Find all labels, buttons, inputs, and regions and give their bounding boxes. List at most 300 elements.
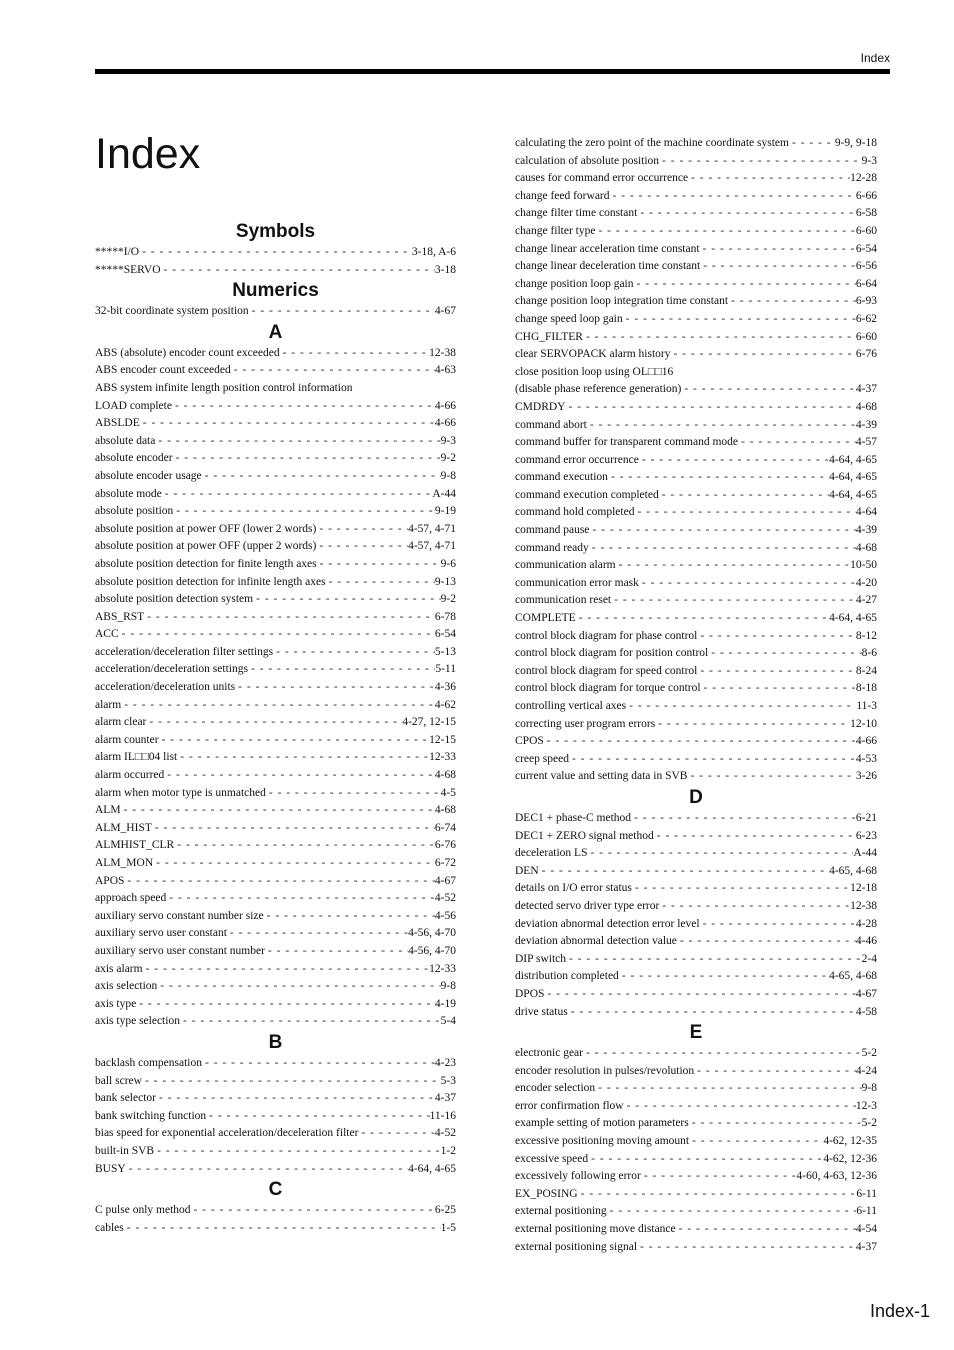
dot-leader [700, 258, 856, 276]
page-reference: 5-11 [435, 663, 456, 676]
page-reference: 9-3 [440, 434, 456, 447]
page-reference: 9-19 [434, 505, 456, 518]
index-term: alarm when motor type is unmatched [95, 786, 266, 799]
dot-leader [153, 855, 435, 873]
page-reference: 8-6 [861, 647, 877, 660]
index-term: ABS encoder count exceeded [95, 364, 231, 377]
page-reference: 6-54 [434, 628, 456, 641]
dot-leader [588, 1151, 823, 1169]
page-reference: 4-53 [855, 752, 877, 765]
index-term: ABSLDE [95, 417, 140, 430]
page-reference: 12-10 [850, 717, 877, 730]
page-reference: 6-21 [855, 811, 877, 824]
page-reference: 5-2 [861, 1117, 877, 1130]
index-term: DIP switch [515, 952, 567, 965]
index-term: absolute position detection system [95, 593, 254, 606]
index-term: calculating the zero point of the machine coordinate system [515, 137, 789, 149]
page-reference: 5-4 [440, 1015, 456, 1028]
page-reference: 4-23 [434, 1056, 456, 1069]
dot-leader [273, 644, 435, 662]
dot-leader [119, 626, 435, 644]
page-reference: 6-93 [855, 295, 877, 308]
index-term: approach speed [95, 892, 167, 905]
index-term: absolute position at power OFF (lower 2 words) [95, 522, 317, 535]
index-term: detected servo driver type error [515, 899, 660, 912]
page-reference: 12-28 [850, 172, 877, 185]
index-column-left [95, 220, 456, 1237]
index-entry [95, 697, 456, 715]
dot-leader [249, 303, 435, 321]
page-reference: 12-33 [429, 962, 456, 975]
index-entry [515, 487, 877, 505]
dot-leader [589, 522, 855, 540]
page-reference: 6-76 [855, 348, 877, 361]
index-entry [515, 293, 877, 311]
index-entry [95, 556, 456, 574]
page-reference: 6-60 [855, 224, 877, 237]
index-term: auxiliary servo constant number size [95, 909, 264, 922]
dot-leader [565, 399, 855, 417]
dot-leader [206, 1108, 429, 1126]
dot-leader [623, 311, 856, 329]
page-reference: 4-64, 4-65 [829, 612, 877, 625]
dot-leader [157, 978, 440, 996]
index-entry [95, 679, 456, 697]
index-entry [515, 1203, 877, 1221]
page-reference: 12-18 [850, 882, 877, 895]
index-entry [515, 205, 877, 223]
index-term: 32-bit coordinate system position [95, 305, 249, 318]
dot-leader [708, 645, 861, 663]
dot-leader [172, 398, 435, 416]
index-term: command pause [515, 524, 590, 537]
page-reference: 4-66 [434, 399, 456, 412]
dot-leader [641, 1168, 797, 1186]
dot-leader [611, 592, 856, 610]
dot-leader [180, 1013, 441, 1031]
dot-leader [173, 450, 441, 468]
index-term: ALM_MON [95, 857, 154, 869]
dot-leader [317, 556, 441, 574]
index-term: command abort [515, 418, 587, 431]
index-term: command error occurrence [515, 453, 639, 466]
page-number: Index-1 [869, 1301, 930, 1321]
index-term: control block diagram for phase control [515, 629, 698, 642]
index-entry [515, 716, 877, 734]
page-reference: 6-76 [434, 839, 456, 852]
index-entry [95, 837, 456, 855]
page-reference: 12-33 [429, 751, 456, 764]
dot-leader [265, 943, 408, 961]
index-term: control block diagram for position control [515, 647, 709, 660]
dot-leader [358, 1125, 434, 1143]
index-term: absolute position detection for infinite length axes [95, 575, 326, 588]
index-entry [515, 592, 877, 610]
index-entry [515, 311, 877, 329]
index-entry [515, 153, 877, 171]
section-heading: E [689, 1022, 703, 1044]
index-term: external positioning [515, 1205, 607, 1218]
index-entry [515, 628, 877, 646]
page-reference: 6-56 [855, 260, 877, 273]
index-entry [95, 1073, 456, 1091]
index-entry [95, 468, 456, 486]
index-term: ball screw [95, 1074, 142, 1087]
page-reference: 8-24 [855, 664, 877, 677]
index-term: electronic gear [515, 1047, 583, 1060]
section-heading: A [268, 321, 283, 343]
index-entry [95, 661, 456, 679]
page-reference: 12-15 [429, 733, 456, 746]
dot-leader [595, 1080, 862, 1098]
page-reference: 5-2 [861, 1047, 877, 1060]
index-entry [515, 1004, 877, 1022]
index-term: ACC [95, 628, 119, 641]
dot-leader [637, 1239, 856, 1257]
page-reference: 4-65, 4-68 [829, 864, 877, 877]
index-entry [515, 258, 877, 276]
index-entry [515, 575, 877, 593]
index-term: auxiliary servo user constant number [95, 944, 265, 957]
dot-leader [544, 986, 856, 1004]
dot-leader [264, 908, 435, 926]
page-reference: 4-57 [855, 436, 877, 449]
dot-leader [700, 916, 856, 934]
index-term: creep speed [515, 752, 569, 765]
index-term: bias speed for exponential acceleration/deceleration filter [95, 1127, 359, 1140]
dot-leader [139, 244, 412, 262]
dot-leader [142, 1073, 441, 1091]
dot-leader [616, 557, 851, 575]
page-reference: 6-11 [856, 1187, 877, 1200]
index-term: command hold completed [515, 506, 635, 519]
dot-leader [227, 925, 408, 943]
index-entry [515, 951, 877, 969]
page-reference: 4-56, 4-70 [408, 927, 456, 940]
index-entry [95, 890, 456, 908]
page-reference: 4-56, 4-70 [408, 944, 456, 957]
index-entry [515, 1221, 877, 1239]
page-reference: 1-2 [440, 1144, 456, 1157]
dot-leader [789, 135, 835, 153]
page-reference: 4-20 [855, 576, 877, 589]
dot-leader [689, 1133, 823, 1151]
index-entry [95, 1125, 456, 1143]
index-term: axis type selection [95, 1015, 180, 1028]
index-term: error confirmation flow [515, 1099, 624, 1112]
index-term-line: close position loop using OL□□16 [515, 365, 674, 378]
page-reference: 3-18 [434, 263, 456, 276]
dot-leader [639, 452, 829, 470]
index-entry [515, 863, 877, 881]
dot-leader [697, 663, 856, 681]
index-entry [515, 845, 877, 863]
index-term: command buffer for transparent command mode [515, 436, 739, 449]
dot-leader [688, 170, 850, 188]
dot-leader [631, 810, 856, 828]
index-entry [515, 1133, 877, 1151]
dot-leader [164, 767, 435, 785]
index-entry [515, 1063, 877, 1081]
dot-leader [654, 828, 856, 846]
index-term: causes for command error occurrence [515, 172, 689, 185]
index-entry [95, 362, 456, 380]
page-reference: 4-56 [434, 909, 456, 922]
index-entry [95, 785, 456, 803]
index-entry [515, 768, 877, 786]
index-entry [95, 749, 456, 767]
dot-leader [681, 381, 856, 399]
page-reference: 6-62 [855, 312, 877, 325]
dot-leader [694, 1063, 856, 1081]
index-entry [95, 521, 456, 539]
dot-leader [235, 679, 435, 697]
index-term: distribution completed [515, 970, 619, 983]
index-term: deviation abnormal detection value [515, 935, 677, 948]
index-entry [95, 1013, 456, 1031]
index-entry [515, 223, 877, 241]
dot-leader [144, 609, 435, 627]
dot-leader [316, 521, 408, 539]
index-term: alarm clear [95, 716, 147, 729]
dot-leader [659, 153, 862, 171]
index-term: CMDRDY [515, 400, 566, 413]
index-term: axis type [95, 997, 137, 1010]
index-entry [95, 262, 456, 280]
dot-leader [140, 415, 435, 433]
index-term: auxiliary servo user constant [95, 927, 227, 940]
index-term: change speed loop gain [515, 312, 623, 325]
page-reference: 4-62, 12-36 [823, 1152, 877, 1165]
index-entry [515, 898, 877, 916]
index-term: external positioning signal [515, 1240, 638, 1253]
index-term: ALM_HIST [95, 821, 152, 834]
dot-leader [568, 1004, 856, 1022]
dot-leader [587, 845, 853, 863]
page-reference: 4-64 [855, 506, 877, 519]
index-term: axis alarm [95, 962, 143, 975]
index-entry [95, 503, 456, 521]
index-term: change linear deceleration time constant [515, 260, 701, 273]
index-entry [515, 1168, 877, 1186]
page-reference: 6-25 [434, 1204, 456, 1217]
page-reference: 6-54 [855, 242, 877, 255]
index-entry [515, 610, 877, 628]
index-entry [515, 522, 877, 540]
index-entry [515, 1098, 877, 1116]
dot-leader [202, 468, 441, 486]
index-term: communication reset [515, 594, 612, 607]
index-term: controlling vertical axes [515, 700, 627, 712]
dot-leader [173, 503, 435, 521]
page-reference: 3-18, A-6 [411, 246, 456, 258]
index-entry [515, 170, 877, 188]
page-reference: 4-24 [855, 1064, 877, 1077]
dot-leader [202, 1055, 435, 1073]
dot-leader [655, 716, 850, 734]
index-entry [95, 450, 456, 468]
index-entry [95, 925, 456, 943]
index-term: CHG_FILTER [515, 330, 583, 343]
page-reference: 4-67 [434, 874, 456, 887]
index-term: BUSY [95, 1162, 126, 1175]
dot-leader [607, 1203, 857, 1221]
page-reference: 4-52 [434, 1127, 456, 1140]
dot-leader [136, 996, 435, 1014]
page-reference: 9-8 [861, 1082, 877, 1095]
index-term: alarm IL□□04 list [95, 751, 178, 764]
index-term: ALMHIST_CLR [95, 839, 175, 852]
page-reference: 6-60 [855, 330, 877, 343]
index-term: communication error mask [515, 576, 639, 589]
page-reference: 4-46 [855, 935, 877, 948]
index-term: alarm occurred [95, 769, 165, 782]
index-term: absolute position [95, 505, 174, 518]
index-term: APOS [95, 874, 125, 887]
index-entry [95, 244, 456, 262]
page-reference: 4-36 [434, 681, 456, 694]
index-term: change filter type [515, 224, 596, 237]
index-term: acceleration/deceleration filter settings [95, 645, 274, 658]
index-term: command execution completed [515, 488, 659, 501]
dot-leader [191, 1202, 435, 1220]
index-entry [95, 855, 456, 873]
index-entry [515, 1186, 877, 1204]
page-reference: 4-57, 4-71 [408, 522, 456, 535]
index-term: example setting of motion parameters [515, 1117, 689, 1130]
index-entry [95, 961, 456, 979]
index-entry [515, 1080, 877, 1098]
dot-leader [583, 1045, 862, 1063]
index-entry [515, 933, 877, 951]
index-term: DEC1 + ZERO signal method [515, 829, 654, 842]
index-entry [95, 303, 456, 321]
dot-leader [610, 188, 856, 206]
index-term: ABS (absolute) encoder count exceeded [95, 346, 280, 359]
index-term: *****I/O [95, 246, 140, 258]
page-reference: 4-58 [855, 1005, 877, 1018]
page-reference: 9-8 [440, 980, 456, 993]
index-entry [95, 1090, 456, 1108]
index-entry [95, 802, 456, 820]
index-term: alarm counter [95, 733, 159, 746]
page-reference: 4-5 [440, 786, 456, 799]
dot-leader [121, 802, 435, 820]
dot-leader [156, 1090, 435, 1108]
dot-leader [177, 749, 429, 767]
dot-leader [231, 362, 435, 380]
dot-leader [166, 890, 435, 908]
dot-leader [326, 574, 435, 592]
index-entry [515, 434, 877, 452]
page-reference: 11-16 [429, 1109, 456, 1122]
index-term: DEN [515, 864, 539, 877]
index-entry [515, 1239, 877, 1257]
page-reference: 4-37 [855, 1240, 877, 1253]
index-entry [515, 452, 877, 470]
index-term: change position loop integration time constant [515, 295, 729, 308]
dot-leader [576, 610, 829, 628]
page-reference: 9-3 [861, 154, 877, 167]
index-term-line: ABS system infinite length position control information [95, 381, 353, 394]
index-entry [515, 557, 877, 575]
index-term: LOAD complete [95, 399, 172, 412]
page-reference: 4-19 [434, 997, 456, 1010]
page-reference: 12-38 [429, 346, 456, 359]
page-reference: A-44 [432, 487, 456, 500]
page-reference: 8-12 [855, 629, 877, 642]
page-reference: 4-68 [855, 541, 877, 554]
page-reference: 4-64, 4-65 [829, 453, 877, 466]
index-entry [515, 276, 877, 294]
page-reference: 4-68 [434, 804, 456, 817]
page-reference: 4-67 [434, 305, 456, 318]
index-entry [515, 698, 877, 716]
index-term: EX_POSING [515, 1187, 578, 1200]
index-term: external positioning move distance [515, 1223, 676, 1236]
index-entry [515, 810, 877, 828]
dot-leader [154, 1143, 441, 1161]
index-term: bank switching function [95, 1109, 207, 1122]
dot-leader [152, 820, 435, 838]
index-term: change linear acceleration time constant [515, 242, 700, 255]
page-reference: 4-65, 4-68 [829, 970, 877, 983]
index-term: command execution [515, 471, 608, 484]
dot-leader [677, 933, 856, 951]
index-entry [515, 188, 877, 206]
dot-leader [697, 628, 856, 646]
page-reference: 6-74 [434, 821, 456, 834]
index-entry [515, 241, 877, 259]
dot-leader [578, 1186, 857, 1204]
index-term: communication alarm [515, 559, 616, 572]
index-entry [95, 1108, 456, 1126]
index-entry [95, 433, 456, 451]
dot-leader [155, 433, 440, 451]
index-term: change position loop gain [515, 277, 634, 290]
dot-leader [738, 434, 856, 452]
index-entry [95, 591, 456, 609]
index-term: excessively following error [515, 1170, 641, 1183]
dot-leader [143, 961, 430, 979]
page-reference: 9-9, 9-18 [834, 137, 877, 149]
page-reference: 4-37 [855, 383, 877, 396]
page-reference: 6-23 [855, 829, 877, 842]
index-entry [515, 135, 877, 153]
page-reference: 5-3 [440, 1074, 456, 1087]
index-term: acceleration/deceleration units [95, 681, 236, 694]
dot-leader [689, 1115, 862, 1133]
page-reference: 12-3 [855, 1099, 877, 1112]
page-reference: 2-4 [861, 952, 877, 965]
dot-leader [124, 1220, 441, 1238]
dot-leader [595, 223, 855, 241]
section-heading: B [268, 1031, 283, 1053]
index-entry [95, 714, 456, 732]
index-entry [95, 644, 456, 662]
index-entry [515, 381, 877, 399]
index-term: excessive speed [515, 1152, 589, 1165]
dot-leader [634, 504, 855, 522]
page-reference: 4-62, 12-35 [823, 1135, 877, 1148]
index-entry [515, 540, 877, 558]
index-entry [515, 968, 877, 986]
page-reference: 4-62 [434, 698, 456, 711]
page-reference: 4-68 [855, 400, 877, 413]
index-term: change feed forward [515, 189, 610, 202]
dot-leader [700, 241, 856, 259]
index-entry [515, 880, 877, 898]
